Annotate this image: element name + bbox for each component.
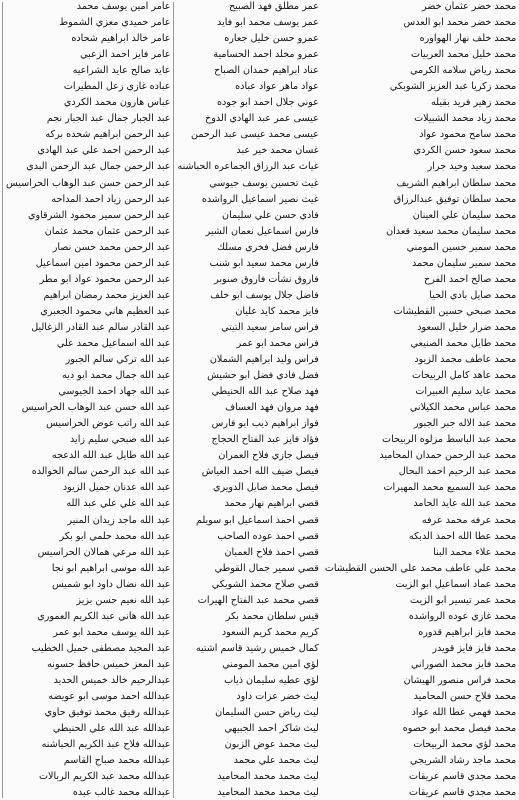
list-item: ليث محمد محمد المحاميد: [217, 771, 319, 783]
list-item: ليث محمد علي محمد: [233, 755, 319, 767]
list-item: محمد سعود حسن الكردي: [413, 145, 517, 157]
list-item: قصي سمير جمال القوطي: [214, 562, 319, 574]
list-item: عبد القادر سالم عبد القادر الزغاليل: [31, 321, 171, 333]
list-item: عبدالله احمد موسى ابو عويضه: [48, 691, 171, 703]
list-item: فواز ابراهيم ذيب ابو فارس: [211, 418, 319, 430]
list-item: محمد سمير حسين المومني: [406, 241, 517, 253]
list-item: عبد الله راتب عوض الحراسيس: [46, 418, 171, 430]
list-item: محمد فايز ابراهيم قدوره: [418, 626, 517, 638]
list-item: محمد صالح احمد الفرح: [423, 273, 517, 285]
list-item: عبد الله هاني عبد الكريم العموري: [37, 610, 171, 622]
list-item: محمد سلطان ابراهيم الشريف: [396, 177, 517, 189]
list-item: محمد علاء محمد البنا: [433, 546, 517, 558]
list-item: محمد مجدي قاسم عريقات: [408, 771, 517, 783]
list-item: فارس اسماعيل نعمان الشير: [205, 225, 319, 237]
list-item: محمد طايل محمد الصنيعي: [410, 337, 517, 349]
list-item: محمد مجدي قاسم عريقات: [408, 787, 517, 799]
list-item: عناد ابراهيم حمدان الصباح: [214, 65, 319, 77]
list-item: عباده غازي زعل المطيرات: [63, 81, 171, 93]
list-item: ليث محمد عوض الزبون: [224, 739, 319, 751]
list-item: محمد عبد الرحيم احمد البحال: [398, 466, 517, 478]
list-item: عبد الرحمن احمد علي عبد الهادي: [37, 145, 171, 157]
list-item: غيث نصير اسماعيل الرواشده: [201, 193, 319, 205]
list-item: عبد الله جهاد احمد الجيوسي: [58, 386, 171, 398]
list-item: فايز محمد كايد عليان: [235, 305, 319, 317]
list-item: عبد المعز خميس حافظ حسونه: [47, 658, 171, 670]
list-item: عبد الله نعيم حسن بزيز: [76, 594, 171, 606]
list-item: عبد الرحمن عثمان محمد عثمان: [44, 225, 171, 237]
list-item: محمد سامح محمود عواد: [419, 129, 517, 141]
list-item: عبد الرحمن زياد احمد المداحه: [51, 193, 171, 205]
list-item: محمد سليمان محمد سعيد قعدان: [386, 225, 517, 237]
list-item: محمد صايل بادي الحيا: [429, 289, 517, 301]
list-item: لؤي امين محمد المومني: [222, 658, 319, 670]
list-item: محمد فلاح حسن المحاميد: [413, 691, 517, 703]
list-item: عبد الله علي علي عبد الله: [66, 498, 171, 510]
list-item: عبدالله فلاح عبد الكريم الحباشنه: [41, 739, 171, 751]
list-item: عبد الرحمن سمير محمود الشرقاوي: [27, 209, 171, 221]
list-item: عبد الله ماجد زيدان المنير: [67, 514, 171, 526]
list-item: فراس محمد ابو عمر: [236, 337, 319, 349]
list-item: عبد المجيد مصطفى جميل الخطيب: [31, 642, 171, 654]
list-item: عبد الرحمن جمال عبد الرحمن البدي: [26, 161, 171, 173]
list-item: عوني جلال احمد ابو جوده: [216, 97, 319, 109]
list-item: فاروق نشأت فاروق صنوبر: [214, 273, 319, 285]
list-item: قصي صلاح محمد الشويكي: [211, 578, 319, 590]
list-item: عبد الله حسن عبد الوهاب الحراسيس: [21, 402, 171, 414]
list-item: محمد سلطان توفيق عبدالرزاق: [393, 193, 517, 205]
list-item: عيسى عمر عبد الهادي الدوخ: [205, 113, 319, 125]
list-item: فهد صلاح عبد الله الحنيطي: [211, 386, 319, 398]
list-item: عبدالله محمد عبد الكريم الربالات: [38, 771, 171, 783]
list-item: محمد عاهد كامل الربيحات: [412, 370, 517, 382]
list-item: كريم محمد كريم السعود: [221, 626, 319, 638]
list-item: محمد عبد الرحمن حمدان المحاميد: [379, 450, 517, 462]
list-item: عبد الله نضال داود ابو شميس: [51, 578, 171, 590]
list-item: قصي احمد اسماعيل ابو سويلم: [195, 514, 319, 526]
list-item: قصي احمد فلاح العمبان: [224, 546, 319, 558]
list-item: عبدالله عبد الله علي الحنيطي: [52, 723, 171, 735]
list-item: عبدالله محمد غالب عبده: [72, 787, 171, 799]
list-item: محمد فايز محمد الصوراني: [411, 658, 517, 670]
list-item: فادي حسن علي سليمان: [222, 209, 319, 221]
list-item: قيس سلطان محمد بكر: [225, 610, 319, 622]
list-item: عبد الله صبحي سليم زايد: [69, 434, 171, 446]
list-item: عبد الله محمد حلمي ابو بكر: [59, 530, 171, 542]
list-item: عيسى محمد عيسى عبد الرحمن: [191, 129, 319, 141]
list-item: عبدالله محمد صباح القاسم: [63, 755, 171, 767]
list-item: قصي ابراهيم نهار محمد: [224, 498, 319, 510]
list-item: محمد ماجد رشاد الشريجي: [410, 755, 517, 767]
list-item: محمد خضر محمد ابو العدس: [403, 17, 517, 29]
list-item: عبد الله يوسف محمد ابو عمر: [53, 626, 171, 638]
list-item: فراس سامر سعيد التيتي: [221, 321, 319, 333]
list-item: فيصل جازي فلاح العمران: [218, 450, 319, 462]
list-item: غسان محمد خير عبد: [236, 145, 319, 157]
list-item: محمد عماد اسماعيل ابو الزيت: [395, 578, 517, 590]
list-item: محمد عايد سليم العبيرات: [415, 386, 517, 398]
list-item: محمد لؤي محمد الربيحات: [413, 739, 517, 751]
list-item: محمد عاطف محمد الزيود: [414, 354, 517, 366]
list-item: محمد سليمان علي العينان: [412, 209, 517, 221]
list-item: عبد الرحمن محمود امين اسماعيل: [35, 257, 171, 269]
list-item: عبد العظيم هاني محمود الجعبري: [40, 305, 171, 317]
list-item: محمد ضرار خليل السعود: [417, 321, 517, 333]
list-item: محمد زهير فريد بقيله: [431, 97, 517, 109]
list-item: محمد عرفه محمد عرفه: [421, 514, 517, 526]
list-item: عامر فايز احمد الزعبي: [80, 49, 171, 61]
list-item: عبد الله اسماعيل محمد علي: [56, 337, 171, 349]
list-item: غياث عبد الرزاق الجماعره الحباشنه: [177, 161, 319, 173]
list-item: قصي احمد عوده الصاحب: [217, 530, 319, 542]
list-item: عبد الله تركي سالم الجبور: [65, 354, 171, 366]
list-item: محمد عبد الاله جبر الجبور: [413, 418, 517, 430]
list-item: عبد الله عدنان جميل الزيود: [62, 482, 171, 494]
list-item: عبدالرحيم خالد خميس الحديد: [53, 674, 171, 686]
list-item: فهد مروان فهد العساف: [225, 402, 319, 414]
list-item: عبد الله طايل عبد الله الدعجه: [51, 450, 171, 462]
list-item: عامر خالد ابراهيم شحاده: [71, 33, 171, 45]
list-item: محمد صبحي حسين القطيشات: [393, 305, 517, 317]
list-item: ليث رياض حسن السليمان: [215, 707, 319, 719]
list-item: عمرو حسن خليل جعاره: [224, 33, 319, 45]
list-item: محمد زكريا عبد العزيز الشوبكي: [389, 81, 517, 93]
list-item: محمد فيصل محمد ابو حصوه: [402, 723, 517, 735]
list-item: فيصل محمد صايل الدويري: [212, 482, 319, 494]
list-item: عبد الرحمن محمد حسن نصار: [52, 241, 171, 253]
list-item: محمد عطا الله احمد الدبكه: [408, 530, 517, 542]
list-item: عامر حميدي معزي الشموط: [59, 17, 171, 29]
names-column-1: [2, 2, 173, 798]
list-item: عمر مطلق فهد الصبيح: [228, 1, 319, 12]
list-item: عايد صالح عايد الشراعيه: [72, 65, 171, 77]
list-item: ليث شاكر احمد الجبيهي: [224, 723, 319, 735]
list-item: محمد عبد الله عايد الحامد: [413, 498, 517, 510]
list-item: فارس محمد سعيد ابو شنب: [209, 257, 319, 269]
list-item: محمد خليل محمد العربيات: [411, 49, 517, 61]
list-item: عمرو مخلد احمد الحسامية: [213, 49, 319, 61]
list-item: فضل فادي فضل ابو حشيش: [207, 370, 319, 382]
list-item: قصي محمد عبد الفتاح الهيرات: [197, 594, 319, 606]
list-item: عبد الله جمال محمد ابو ديه: [62, 370, 171, 382]
list-item: عبدالله رفيق محمد توفيق حاوي: [44, 707, 171, 719]
list-item: محمد فايز فايز قويدر: [432, 642, 517, 654]
list-item: فيصل ضيف الله احمد العياش: [201, 466, 319, 478]
list-item: عبد الجبار جمال عبد الجبار نجم: [46, 113, 171, 125]
list-item: لؤي عطيه سليمان ذياب: [224, 674, 319, 686]
list-item: محمد فهمي عطا الله عواد: [411, 707, 517, 719]
list-item: محمد سمير سليمان محمد: [411, 257, 517, 269]
list-item: عواد ماهر عواد عباده: [235, 81, 319, 93]
list-item: محمد فراس منصور الهيشان: [403, 674, 517, 686]
list-item: محمد عباس محمد الكيلاني: [409, 402, 517, 414]
list-item: كمال خميس رشيد قاسم اشتيه: [195, 642, 319, 654]
list-item: عبد الله مرعي همالان الحراسيس: [37, 546, 171, 558]
list-item: محمد زياد محمد الشبيلات: [414, 113, 517, 125]
list-item: ليث خضر عزات داود: [236, 691, 319, 703]
list-item: محمد عمر تيسير ابو الزيت: [410, 594, 517, 606]
names-column-3: [322, 2, 519, 798]
list-item: محمد غازي عوده الرواشده: [408, 610, 517, 622]
list-item: محمد خضر عثمان خضر: [422, 1, 517, 12]
list-item: عبد الله موسى ابراهيم ابو نجا: [51, 562, 171, 574]
list-item: عبد الرحمن ابراهيم شحده بركه: [45, 129, 171, 141]
list-item: محمد سعيد وحيد جرار: [427, 161, 517, 173]
list-item: عامر امين يوسف محمد: [76, 1, 171, 12]
list-item: عبد الرحمن محمود عواد ابو مطر: [39, 273, 171, 285]
list-item: عمر يوسف محمد ابو فايد: [217, 17, 319, 29]
list-item: فراس وليد ابراهيم الشملان: [209, 354, 319, 366]
list-item: عبد العزيز محمد رمضان ابراهيم: [43, 289, 171, 301]
list-item: فارس فضل فخري مسلك: [217, 241, 319, 253]
list-item: عباس هارون محمد الكردي: [63, 97, 171, 109]
list-item: محمد رياض سلامه الكرمي: [410, 65, 517, 77]
list-item: محمد خلف نهار الهواوره: [419, 33, 517, 45]
list-item: غيث تحسين يوسف جيوسي: [209, 177, 319, 189]
names-column-2: [173, 2, 321, 798]
list-item: محمد علي عاطف محمد علي الحسن القطيشات: [324, 562, 517, 574]
list-item: فؤاد فايز عبد الفتاح الحجاج: [211, 434, 319, 446]
list-item: عبد الرحمن حسن عبد الوهاب الحراسيس: [6, 177, 171, 189]
list-item: عبد الله عبد الرحمن سالم الخوالده: [31, 466, 171, 478]
list-item: ليث محمد محمد المحاميد: [217, 787, 319, 799]
list-item: محمد عبد السميع محمد المهيرات: [383, 482, 517, 494]
list-item: محمد عبد الباسط مزلوه الربيحات: [382, 434, 517, 446]
list-item: فاضل جلال يوسف ابو خلف: [210, 289, 319, 301]
